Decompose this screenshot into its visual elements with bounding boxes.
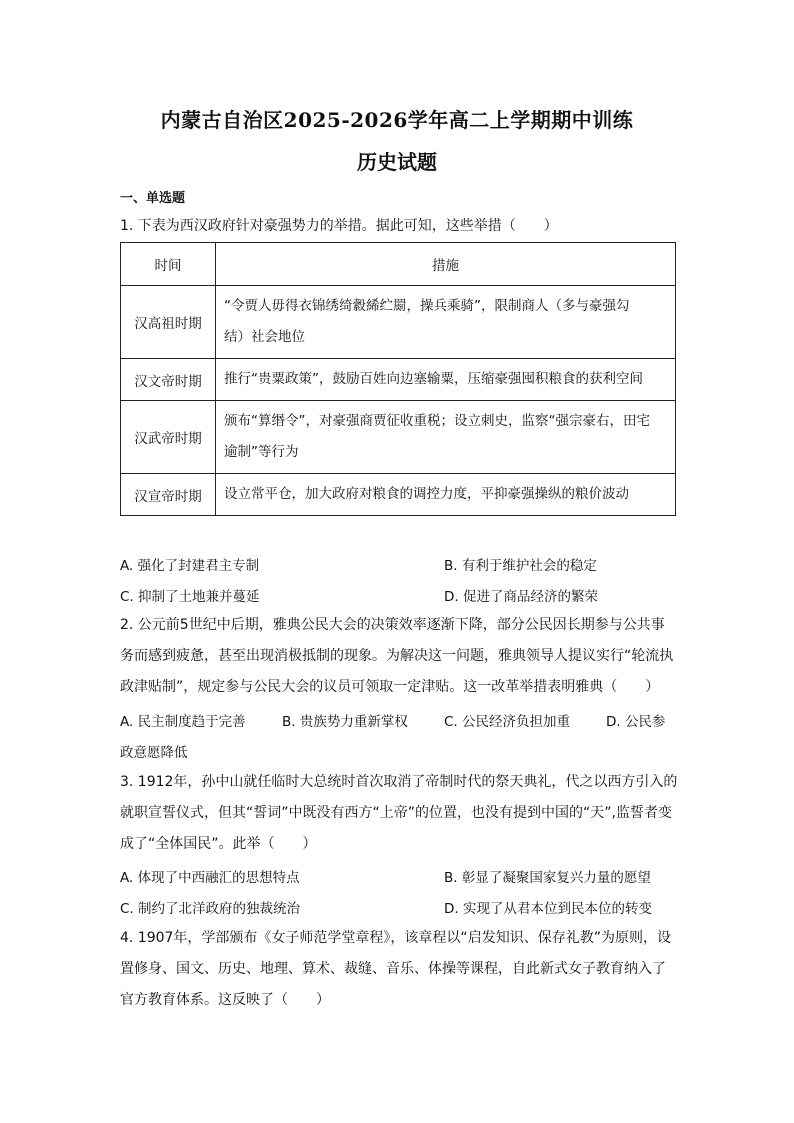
table-cell-period: 汉高祖时期 xyxy=(121,286,216,359)
q2-stem-line: 2. 公元前5世纪中后期，雅典公民大会的决策效率逐渐下降，部分公民因长期参与公共事 xyxy=(120,617,665,633)
exam-subject: 历史试题 xyxy=(357,150,437,174)
q2-option-d-continued: 政意愿降低 xyxy=(120,745,188,761)
table-cell-measure xyxy=(216,474,676,516)
section-heading: 一、单选题 xyxy=(120,191,186,206)
measure-line: 结）社会地位 xyxy=(224,329,305,345)
table-cell-measure xyxy=(216,359,676,401)
q4-stem-line: 4. 1907年，学部颁布《女子师范学堂章程》，该章程以“启发知识、保存礼教”为原则，设 xyxy=(120,930,671,946)
table-cell-period: 汉武帝时期 xyxy=(121,401,216,474)
q3-option-b[interactable]: B. 彰显了凝聚国家复兴力量的愿望 xyxy=(444,870,651,886)
q3-option-d[interactable]: D. 实现了从君本位到民本位的转变 xyxy=(444,901,652,917)
table-cell-period: 汉文帝时期 xyxy=(121,359,216,401)
table-header-period: 时间 xyxy=(121,243,216,286)
q1-table xyxy=(120,242,676,516)
q4-stem-line: 置修身、国文、历史、地理、算术、裁缝、音乐、体操等课程，自此新式女子教育纳入了 xyxy=(120,961,666,977)
table-row xyxy=(121,474,676,516)
table-cell-measure xyxy=(216,286,676,359)
q1-option-d[interactable]: D. 促进了商品经济的繁荣 xyxy=(444,589,598,605)
q1-option-c[interactable]: C. 抑制了土地兼并蔓延 xyxy=(120,589,260,605)
q2-option-d[interactable]: D. 公民参 xyxy=(606,714,666,730)
table-row xyxy=(121,286,676,359)
table-row xyxy=(121,359,676,401)
q3-stem-line: 成了“全体国民”。此举（ ） xyxy=(120,836,317,852)
q3-option-c[interactable]: C. 制约了北洋政府的独裁统治 xyxy=(120,901,301,917)
measure-line: 颁布“算缗令”，对豪强商贾征收重税；设立刺史，监察“强宗豪右，田宅 xyxy=(224,413,650,429)
q1-stem: 1. 下表为西汉政府针对豪强势力的举措。据此可知，这些举措（ ） xyxy=(120,218,558,234)
measure-line: 推行“贵粟政策”，鼓励百姓向边塞输粟，压缩豪强囤积粮食的获利空间 xyxy=(224,371,643,387)
q2-stem-line: 政津贴制”，规定参与公民大会的议员可领取一定津贴。这一改革举措表明雅典（ ） xyxy=(120,679,660,695)
q2-option-b[interactable]: B. 贵族势力重新掌权 xyxy=(282,714,408,730)
q3-stem-line: 就职宣誓仪式，但其“誓词”中既没有西方“上帝”的位置，也没有提到中国的“天”,监誓者变 xyxy=(120,805,672,821)
q3-stem-line: 3. 1912年，孙中山就任临时大总统时首次取消了帝制时代的祭天典礼，代之以西方引入的 xyxy=(120,774,678,790)
q1-option-b[interactable]: B. 有利于维护社会的稳定 xyxy=(444,558,597,574)
table-header-row xyxy=(121,243,676,286)
q2-option-c[interactable]: C. 公民经济负担加重 xyxy=(444,714,571,730)
table-cell-measure xyxy=(216,401,676,474)
q2-option-a[interactable]: A. 民主制度趋于完善 xyxy=(120,714,246,730)
q3-option-a[interactable]: A. 体现了中西融汇的思想特点 xyxy=(120,870,300,886)
measure-line: 逾制”等行为 xyxy=(224,444,299,460)
table-cell-period: 汉宣帝时期 xyxy=(121,474,216,516)
exam-title: 内蒙古自治区2025-2026学年高二上学期期中训练 xyxy=(160,108,634,132)
q1-option-a[interactable]: A. 强化了封建君主专制 xyxy=(120,558,260,574)
measure-line: 设立常平仓，加大政府对粮食的调控力度，平抑豪强操纵的粮价波动 xyxy=(224,486,629,502)
table-row xyxy=(121,401,676,474)
q4-stem-line: 官方教育体系。这反映了（ ） xyxy=(120,992,330,1008)
table-header-measure: 措施 xyxy=(216,243,676,286)
q2-stem-line: 务而感到疲惫，甚至出现消极抵制的现象。为解决这一问题，雅典领导人提议实行“轮流执 xyxy=(120,648,674,664)
measure-line: “令贾人毋得衣锦绣绮縠絺纻罽，操兵乘骑”，限制商人（多与豪强勾 xyxy=(224,298,630,314)
